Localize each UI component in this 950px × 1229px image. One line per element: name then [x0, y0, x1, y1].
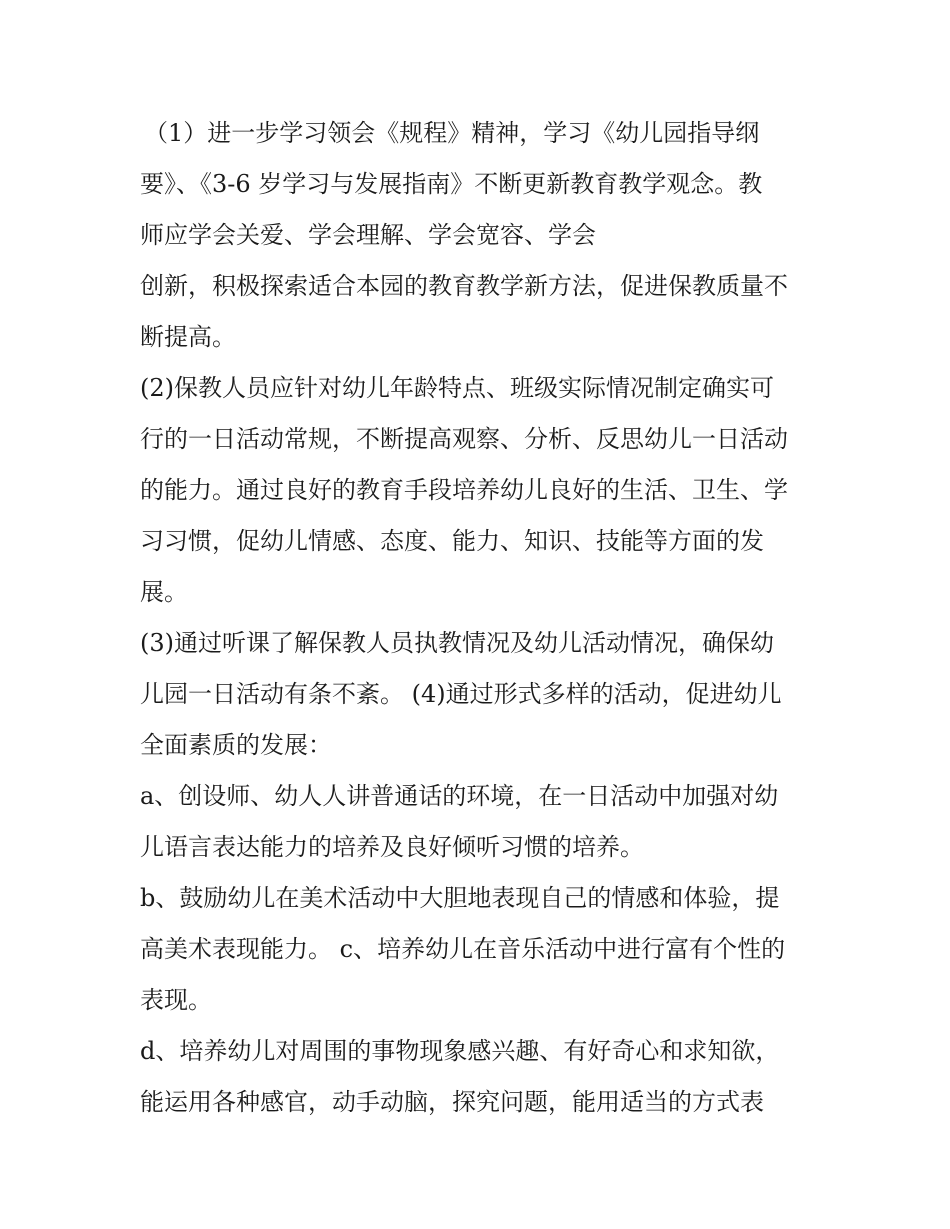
text-line: 儿语言表达能力的培养及良好倾听习惯的培养。	[140, 833, 644, 861]
text-line: 展。	[140, 578, 188, 606]
text-line: 行的一日活动常规，不断提高观察、分析、反思幼儿一日活动	[140, 425, 788, 453]
text-line: 表现。	[140, 986, 212, 1014]
text-line: (3)通过听课了解保教人员执教情况及幼儿活动情况，确保幼	[140, 629, 774, 657]
text-line: 能运用各种感官，动手动脑，探究问题，能用适当的方式表	[140, 1088, 764, 1116]
document-body	[140, 108, 820, 1128]
text-line: 的能力。通过良好的教育手段培养幼儿良好的生活、卫生、学	[140, 476, 788, 504]
text-line: d、培养幼儿对周围的事物现象感兴趣、有好奇心和求知欲，	[140, 1037, 780, 1065]
text-line: 创新，积极探索适合本园的教育教学新方法，促进保教质量不	[140, 272, 788, 300]
text-line: 要》、《3-6 岁学习与发展指南》不断更新教育教学观念。教	[140, 170, 763, 198]
text-line: 儿园一日活动有条不紊。 (4)通过形式多样的活动，促进幼儿	[140, 680, 782, 708]
text-line: 师应学会关爱、学会理解、学会宽容、学会	[140, 221, 596, 249]
text-line: 断提高。	[140, 323, 236, 351]
text-line: b、鼓励幼儿在美术活动中大胆地表现自己的情感和体验，提	[140, 884, 780, 912]
text-line: 全面素质的发展：	[140, 731, 332, 759]
text-line: （1）进一步学习领会《规程》精神，学习《幼儿园指导纲	[144, 119, 760, 147]
text-line: a、创设师、幼人人讲普通话的环境，在一日活动中加强对幼	[140, 782, 779, 810]
text-line: (2)保教人员应针对幼儿年龄特点、班级实际情况制定确实可	[140, 374, 774, 402]
text-line: 习习惯，促幼儿情感、态度、能力、知识、技能等方面的发	[140, 527, 764, 555]
text-line: 高美术表现能力。 c、培养幼儿在音乐活动中进行富有个性的	[140, 935, 786, 963]
